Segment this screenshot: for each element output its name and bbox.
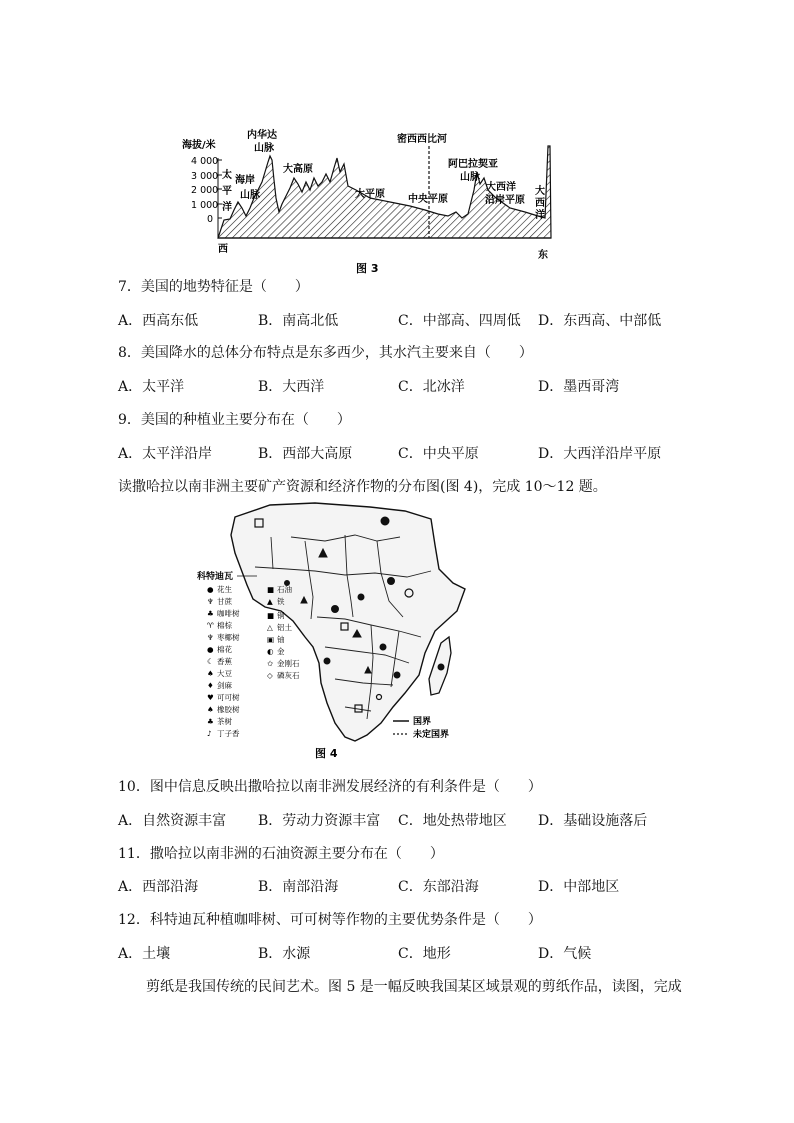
label-great-plains: 大平原 [355,189,385,200]
y-tick: 1 000 [191,200,219,211]
crop-icon: ♣ [207,717,214,726]
label-mississippi: 密西西比河 [397,134,447,145]
label-sierra-nevada-2: 山脉 [254,143,274,154]
label-coastal-range-2: 山脉 [240,190,260,201]
question-8-stem: 8．美国降水的总体分布特点是东多西少，其水汽主要来自（ ） [118,345,533,361]
crop-icon: ☾ [207,657,214,666]
mineral-icon: ✩ [267,659,274,668]
label-coastal-range-1: 海岸 [235,175,255,186]
paper-cut-intro: 剪纸是我国传统的民间艺术。图 5 是一幅反映我国某区域景观的剪纸作品，读图，完成 [146,979,682,995]
mineral-icon: △ [267,623,273,632]
mineral-icon: ◐ [267,647,274,656]
option-b: B．西部大高原 [258,446,353,462]
y-tick: 0 [207,214,214,225]
label-east: 东 [538,250,548,261]
figure-3-us-terrain-profile [180,120,555,280]
crop-label: 茶树 [217,717,232,726]
mineral-icon: ■ [267,611,275,620]
option-d: D．东西高、中部低 [538,313,662,329]
mineral-icon: ■ [267,585,275,594]
crop-label: 可可树 [217,693,240,702]
option-c: C．北冰洋 [398,379,465,395]
option-c: C．中部高、四周低 [398,313,521,329]
option-d: D．中部地区 [538,879,620,895]
option-a: A．西高东低 [118,313,199,329]
question-11-stem: 11．撒哈拉以南非洲的石油资源主要分布在（ ） [118,846,444,862]
label-west: 西 [218,244,228,255]
figure-4-caption: 图 4 [315,747,338,760]
label-pacific-2: 平 [222,186,232,197]
crop-icon: ♆ [207,597,214,606]
option-a: A．太平洋 [118,379,185,395]
y-tick: 2 000 [191,185,219,196]
label-great-basin: 大高原 [283,164,313,175]
intro-figure-4: 读撒哈拉以南非洲主要矿产资源和经济作物的分布图(图 4)，完成 10～12 题。 [118,479,607,495]
crop-label: 花生 [217,585,232,594]
question-12-stem: 12．科特迪瓦种植咖啡树、可可树等作物的主要优势条件是（ ） [118,912,542,928]
mineral-label: 磷灰石 [277,671,300,680]
crop-label: 棉棕 [217,621,232,630]
crop-icon: ● [207,585,214,594]
africa-outline [231,503,465,741]
label-sierra-nevada-1: 内华达 [247,130,277,141]
crop-label: 大豆 [217,669,232,678]
label-atlantic-2: 西 [535,198,545,209]
mineral-icon: ▲ [267,597,273,606]
label-cote-divoire: 科特迪瓦 [197,572,234,582]
mineral-label: 铝土 [277,623,292,632]
y-tick: 3 000 [191,171,219,182]
mineral-label: 铁 [277,597,285,606]
mineral-label: 石油 [277,585,292,594]
crop-label: 咖啡树 [217,609,240,618]
crop-icon: ♦ [207,681,214,690]
mineral-icon: ◇ [267,671,273,680]
y-axis-title: 海拔/米 [182,140,216,151]
crop-label: 枣椰树 [217,633,240,642]
crop-icon: ● [207,645,214,654]
label-central-plain: 中央平原 [408,194,448,205]
label-atlantic-plain-2: 沿岸平原 [485,195,525,206]
crop-label: 棉花 [217,645,232,654]
label-pacific-1: 太 [222,170,232,181]
crop-icon: ♆ [207,633,214,642]
option-b: B．水源 [258,946,311,962]
option-d: D．基础设施落后 [538,813,648,829]
option-c: C．中央平原 [398,446,479,462]
question-10-stem: 10．图中信息反映出撒哈拉以南非洲发展经济的有利条件是（ ） [118,779,542,795]
mineral-label: 金 [277,647,285,656]
crop-icon: ♠ [207,705,214,714]
figure-4-africa-map [195,497,485,765]
option-c: C．地处热带地区 [398,813,507,829]
legend-border-label: 国界 [413,717,432,727]
option-b: B．南高北低 [258,313,339,329]
option-d: D．大西洋沿岸平原 [538,446,662,462]
question-7-stem: 7．美国的地势特征是（ ） [118,279,309,295]
mineral-label: 铀 [277,635,285,644]
option-d: D．墨西哥湾 [538,379,620,395]
crop-label: 丁子香 [217,729,240,738]
crop-icon: ♈ [207,621,214,630]
crop-icon: ♠ [207,669,214,678]
question-9-stem: 9．美国的种植业主要分布在（ ） [118,412,351,428]
option-d: D．气候 [538,946,592,962]
option-b: B．大西洋 [258,379,325,395]
option-c: C．地形 [398,946,451,962]
crop-label: 甘蔗 [217,597,232,606]
option-b: B．南部沿海 [258,879,339,895]
option-a: A．土壤 [118,946,171,962]
label-pacific-3: 洋 [222,202,232,213]
crop-icon: ♣ [207,609,214,618]
crop-label: 剑麻 [217,681,232,690]
mineral-icon: ▣ [267,635,275,644]
figure-3-caption: 图 3 [356,262,379,275]
crop-legend [207,584,240,738]
crop-icon: ♥ [207,693,214,702]
option-b: B．劳动力资源丰富 [258,813,381,829]
label-appalachian-2: 山脉 [460,172,480,183]
option-a: A．西部沿海 [118,879,199,895]
legend-undetermined-border-label: 未定国界 [413,730,450,740]
crop-label: 橡胶树 [217,705,240,714]
option-c: C．东部沿海 [398,879,479,895]
label-appalachian-1: 阿巴拉契亚 [448,159,498,170]
label-atlantic-1: 大 [535,186,545,197]
y-tick: 4 000 [191,156,219,167]
mineral-label: 铜 [277,611,285,620]
crop-label: 香蕉 [217,657,232,666]
label-atlantic-plain-1: 大西洋 [486,182,516,193]
option-a: A．太平洋沿岸 [118,446,213,462]
crop-icon: ♪ [207,729,212,738]
label-atlantic-3: 洋 [535,210,545,221]
mineral-label: 金刚石 [277,659,300,668]
option-a: A．自然资源丰富 [118,813,227,829]
